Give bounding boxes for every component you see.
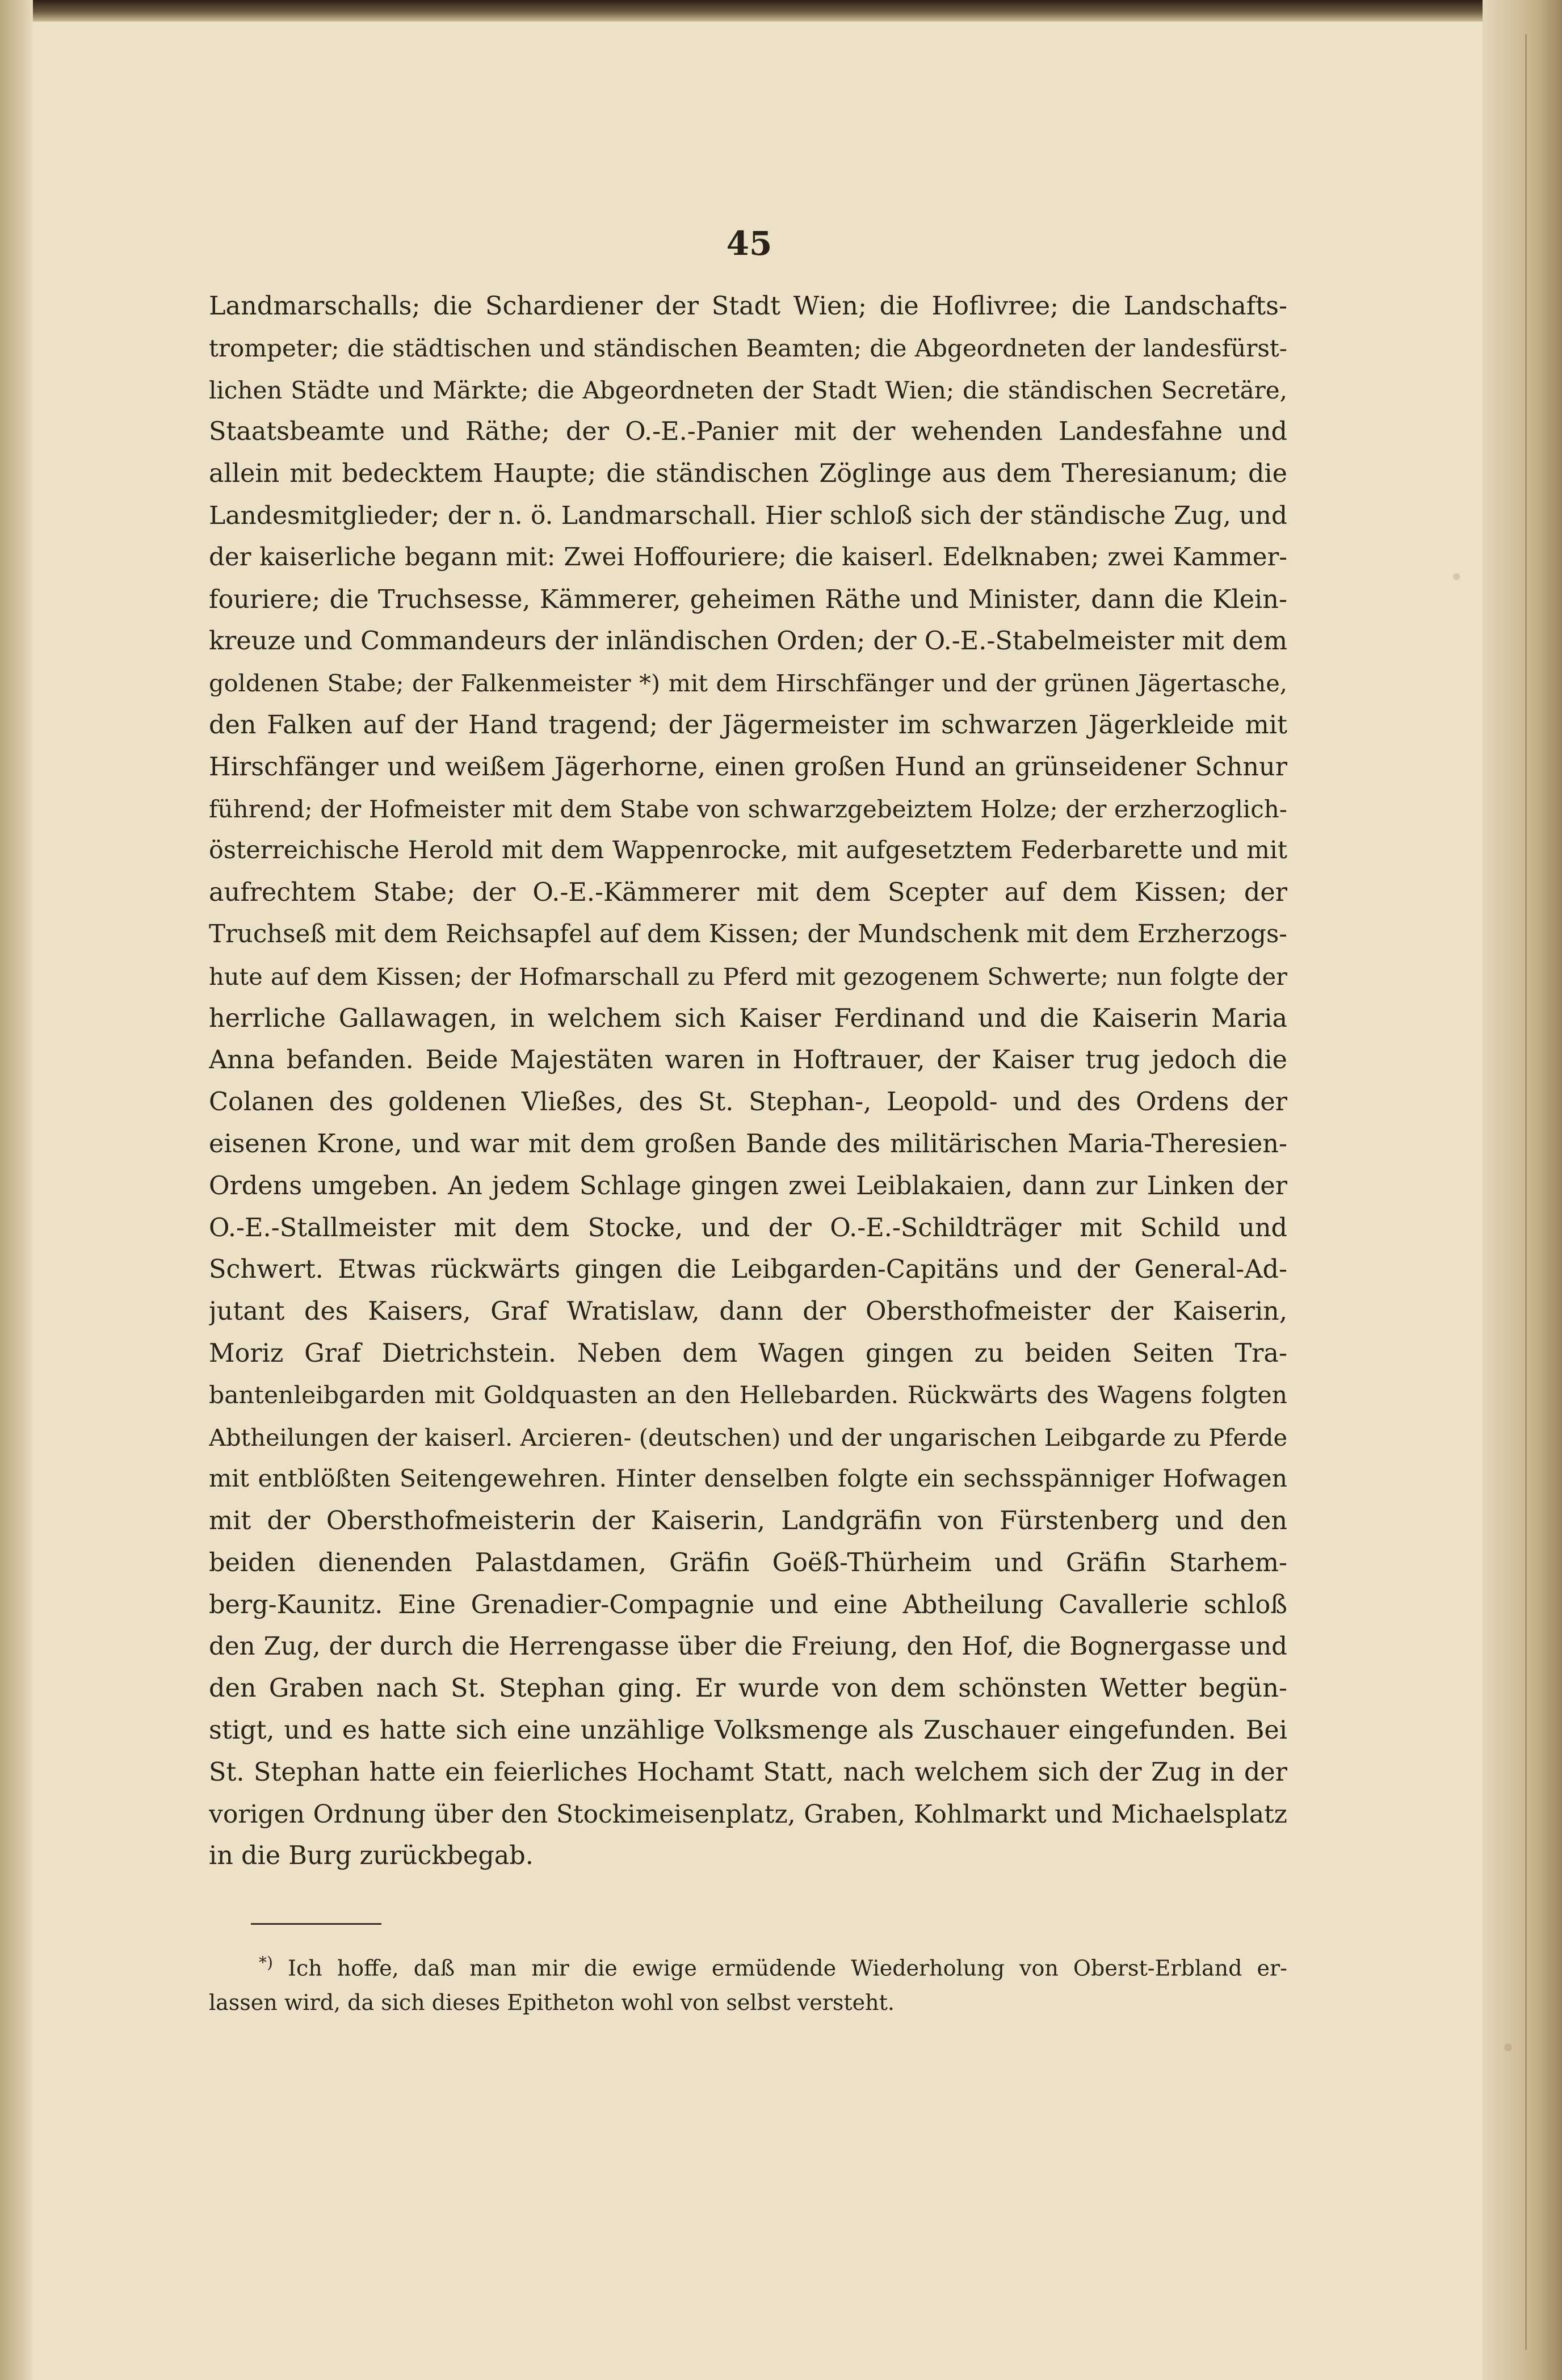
text-line: eisenen Krone, und war mit dem großen Bande des militärischen Maria-Theresien- — [209, 1129, 1287, 1158]
text-line: berg-Kaunitz. Eine Grenadier-Compagnie und eine Abtheilung Cavallerie schloß — [209, 1590, 1287, 1619]
text-line: führend; der Hofmeister mit dem Stabe von schwarzgebeiztem Holze; der erzherzoglich- — [209, 795, 1287, 823]
text-line: Schwert. Etwas rückwärts gingen die Leibgarden-Capitäns und der General-Ad- — [209, 1255, 1287, 1285]
text-line: lichen Städte und Märkte; die Abgeordneten der Stadt Wien; die ständischen Secretäre, — [209, 376, 1287, 404]
footnote-text: Ich hoffe, daß man mir die ewige ermüdende Wiederholung von Oberst-Erbland er- — [288, 1955, 1287, 1981]
paper-stain — [1453, 573, 1460, 580]
text-line: allein mit bedecktem Haupte; die ständischen Zöglinge aus dem Theresianum; die — [209, 459, 1287, 489]
text-line: Staatsbeamte und Räthe; der O.-E.-Panier mit der wehenden Landesfahne und — [209, 417, 1287, 447]
text-line: O.-E.-Stallmeister mit dem Stocke, und der O.-E.-Schildträger mit Schild und — [209, 1213, 1287, 1243]
text-line: mit der Obersthofmeisterin der Kaiserin, Landgräfin von Fürstenberg und den — [209, 1506, 1287, 1536]
text-line: Truchseß mit dem Reichsapfel auf dem Kissen; der Mundschenk mit dem Erzherzogs- — [209, 920, 1287, 948]
footnote-marker: *) — [259, 1953, 273, 1972]
text-line: hute auf dem Kissen; der Hofmarschall zu Pferd mit gezogenem Schwerte; nun folgte der — [209, 962, 1287, 990]
text-line-last: in die Burg zurückbegab. — [209, 1841, 534, 1871]
text-line: Ordens umgeben. An jedem Schlage gingen zwei Leiblakaien, dann zur Linken der — [209, 1171, 1287, 1201]
text-line: Colanen des goldenen Vließes, des St. Stephan-, Leopold- und des Ordens der — [209, 1088, 1287, 1117]
footnote-line: lassen wird, da sich dieses Epitheton wohl von selbst versteht. — [209, 1989, 895, 2015]
text-line: aufrechtem Stabe; der O.-E.-Kämmerer mit dem Scepter auf dem Kissen; der — [209, 878, 1287, 908]
text-line: Landesmitglieder; der n. ö. Landmarschall. Hier schloß sich der ständische Zug, und — [209, 501, 1287, 530]
page-left-edge — [0, 0, 33, 2380]
text-line: fouriere; die Truchsesse, Kämmerer, geheimen Räthe und Minister, dann die Klein- — [209, 585, 1287, 614]
text-line: den Graben nach St. Stephan ging. Er wurde von dem schönsten Wetter begün- — [209, 1674, 1287, 1703]
text-line: trompeter; die städtischen und ständischen Beamten; die Abgeordneten der landesfürst- — [209, 334, 1287, 362]
paper-stain — [1504, 2043, 1512, 2051]
page-number: 45 — [726, 224, 772, 263]
footnote-line — [209, 1946, 1287, 1986]
text-line: St. Stephan hatte ein feierliches Hochamt Statt, nach welchem sich der Zug in der — [209, 1757, 1287, 1787]
text-line: bantenleibgarden mit Goldquasten an den Hellebarden. Rückwärts des Wagens folgten — [209, 1381, 1287, 1409]
text-line: den Zug, der durch die Herrengasse über die Freiung, den Hof, die Bognergasse und — [209, 1632, 1287, 1661]
text-line: den Falken auf der Hand tragend; der Jägermeister im schwarzen Jägerkleide mit — [209, 710, 1287, 740]
text-line: Abtheilungen der kaiserl. Arcieren- (deutschen) und der ungarischen Leibgarde zu Pferde — [209, 1423, 1287, 1451]
text-line: Moriz Graf Dietrichstein. Neben dem Wagen gingen zu beiden Seiten Tra- — [209, 1338, 1287, 1368]
text-line: beiden dienenden Palastdamen, Gräfin Goëß-Thürheim und Gräfin Starhem- — [209, 1548, 1287, 1577]
text-line: herrliche Gallawagen, in welchem sich Kaiser Ferdinand und die Kaiserin Maria — [209, 1004, 1287, 1033]
page-top-edge — [0, 0, 1562, 22]
text-line: vorigen Ordnung über den Stockimeisenplatz, Graben, Kohlmarkt und Michaelsplatz — [209, 1799, 1287, 1829]
text-line: kreuze und Commandeurs der inländischen Orden; der O.-E.-Stabelmeister mit dem — [209, 627, 1287, 656]
footnote — [209, 1946, 1287, 2020]
footnote-divider — [251, 1923, 381, 1925]
text-line: stigt, und es hatte sich eine unzählige Volksmenge als Zuschauer eingefunden. Bei — [209, 1716, 1287, 1745]
text-line: goldenen Stabe; der Falkenmeister *) mit dem Hirschfänger und der grünen Jägertasche, — [209, 669, 1287, 698]
body-text — [209, 286, 1287, 1877]
text-line: mit entblößten Seitengewehren. Hinter denselben folgte ein sechsspänniger Hofwagen — [209, 1465, 1287, 1493]
text-line: Anna befanden. Beide Majestäten waren in Hoftrauer, der Kaiser trug jedoch die — [209, 1046, 1287, 1075]
text-line: Landmarschalls; die Schardiener der Stadt Wien; die Hoflivree; die Landschafts- — [209, 292, 1287, 321]
text-line: der kaiserliche begann mit: Zwei Hoffouriere; die kaiserl. Edelknaben; zwei Kammer- — [209, 543, 1287, 572]
text-line: Hirschfänger und weißem Jägerhorne, einen großen Hund an grünseidener Schnur — [209, 752, 1287, 782]
text-line: österreichische Herold mit dem Wappenrocke, mit aufgesetztem Federbarette und mit — [209, 836, 1287, 865]
text-line: jutant des Kaisers, Graf Wratislaw, dann der Obersthofmeister der Kaiserin, — [209, 1297, 1287, 1327]
page-fold-line — [1525, 34, 1527, 2350]
page-right-edge — [1483, 0, 1562, 2380]
